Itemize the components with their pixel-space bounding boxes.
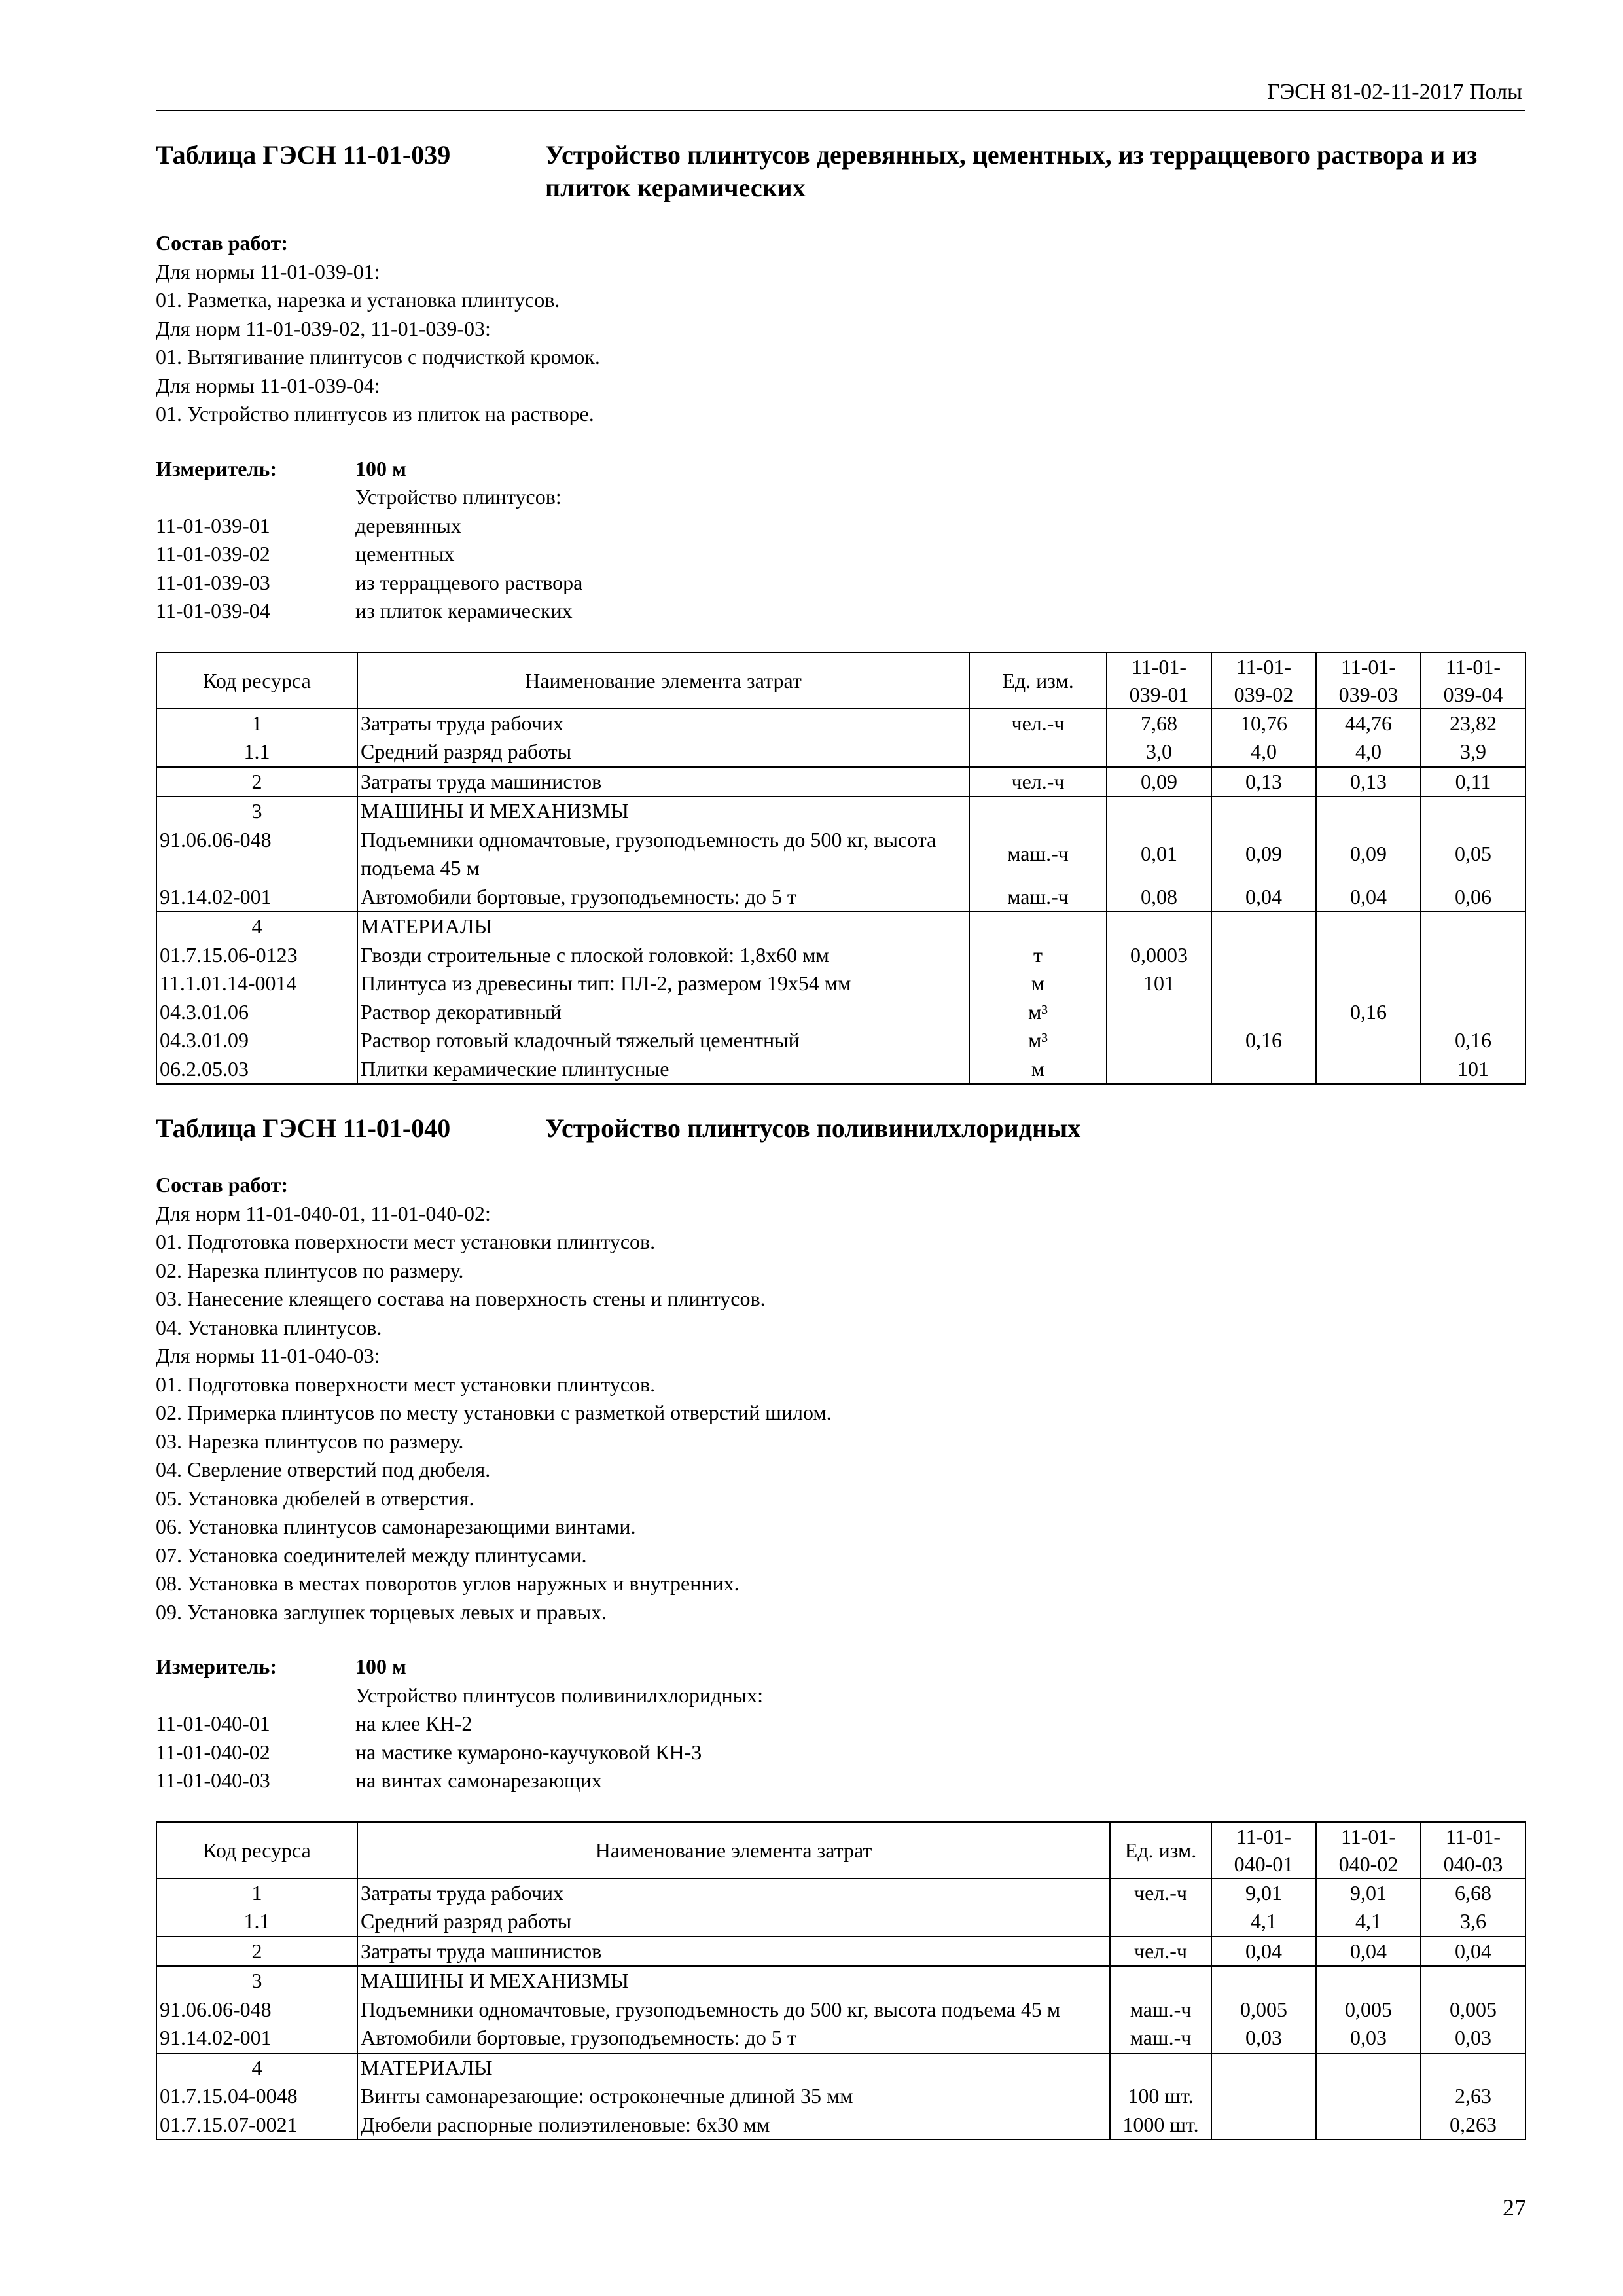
work-line: 03. Нанесение клеящего состава на поверхность стены и плинтусов. [156, 1287, 766, 1310]
cell-code: 04.3.01.06 [156, 998, 357, 1027]
cell-value: 101 [1421, 1055, 1525, 1085]
cell-value: 0,05 [1421, 826, 1525, 883]
cell-value: 0,005 [1211, 1996, 1316, 2024]
cell-unit: чел.-ч [969, 767, 1107, 797]
cell-code: 1.1 [156, 738, 357, 767]
col-header-norm-line: 11-01- [1236, 1824, 1292, 1848]
cell-value: 0,13 [1211, 767, 1316, 797]
table-039-name: Устройство плинтусов деревянных, цементных, из терраццевого раствора и из плиток керамических [545, 140, 1478, 202]
cell-value: 0,16 [1421, 1026, 1525, 1055]
work-line: 04. Установка плинтусов. [156, 1315, 382, 1339]
cell-value: 0,01 [1107, 826, 1211, 883]
norm-item [156, 1738, 1530, 1767]
work-line: 07. Установка соединителей между плинтусами. [156, 1543, 587, 1567]
cell-unit: маш.-ч [969, 826, 1107, 883]
cell-code: 4 [156, 912, 357, 941]
cell-value [1421, 1966, 1525, 1996]
table-040-name: Устройство плинтусов поливинилхлоридных [545, 1113, 1081, 1143]
work-line: 03. Нарезка плинтусов по размеру. [156, 1429, 464, 1453]
cell-unit: т [969, 941, 1107, 970]
norm-item [156, 597, 1530, 626]
cell-value [1107, 1026, 1211, 1055]
cell-value [1211, 2082, 1316, 2111]
cell-value: 4,0 [1316, 738, 1421, 767]
work-line: Для норм 11-01-039-02, 11-01-039-03: [156, 316, 491, 340]
cell-value: 9,01 [1316, 1878, 1421, 1908]
cell-value: 0,09 [1107, 767, 1211, 797]
table-row [156, 709, 1525, 738]
cell-name: Автомобили бортовые, грузоподъемность: до 5 т [357, 2024, 1110, 2053]
cell-value: 0,04 [1316, 1937, 1421, 1967]
norm-name: цементных [355, 542, 455, 565]
cell-value: 44,76 [1316, 709, 1421, 738]
cell-value [1421, 998, 1525, 1027]
page-header [156, 73, 1525, 111]
col-header-name: Наименование элемента затрат [357, 1822, 1110, 1878]
cell-name: МАТЕРИАЛЫ [357, 2053, 1110, 2083]
cell-value: 0,04 [1316, 883, 1421, 912]
cell-value [1211, 941, 1316, 970]
work-line: 01. Подготовка поверхности мест установки плинтусов. [156, 1372, 656, 1396]
table-row [156, 2082, 1525, 2111]
table-row [156, 998, 1525, 1027]
work-line: 02. Нарезка плинтусов по размеру. [156, 1258, 464, 1282]
cell-value [1316, 1026, 1421, 1055]
cell-code: 91.14.02-001 [156, 883, 357, 912]
cell-name: Дюбели распорные полиэтиленовые: 6х30 мм [357, 2111, 1110, 2140]
cell-value [1316, 2082, 1421, 2111]
cell-code: 01.7.15.04-0048 [156, 2082, 357, 2111]
cell-value: 0,04 [1211, 883, 1316, 912]
work-line: 01. Подготовка поверхности мест установки плинтусов. [156, 1230, 656, 1253]
norm-name: из плиток керамических [355, 599, 573, 622]
table-row [156, 1026, 1525, 1055]
cell-name: Автомобили бортовые, грузоподъемность: до 5 т [357, 883, 969, 912]
cell-unit: м³ [969, 998, 1107, 1027]
cell-value: 0,09 [1316, 826, 1421, 883]
table-row [156, 969, 1525, 998]
table-040-code: Таблица ГЭСН 11-01-040 [156, 1113, 451, 1143]
cell-code: 3 [156, 797, 357, 826]
cell-unit [969, 797, 1107, 826]
cell-value: 0,005 [1316, 1996, 1421, 2024]
table-row [156, 738, 1525, 767]
cell-value: 0,04 [1211, 1937, 1316, 1967]
table-row [156, 2053, 1525, 2083]
col-header-norm-line: 039-03 [1338, 682, 1399, 706]
cell-value: 0,06 [1421, 883, 1525, 912]
norm-code: 11-01-039-03 [156, 570, 270, 594]
table-039-code: Таблица ГЭСН 11-01-039 [156, 140, 451, 170]
cell-value [1211, 2111, 1316, 2140]
table-row [156, 767, 1525, 797]
cell-value: 4,1 [1316, 1907, 1421, 1937]
col-header-unit: Ед. изм. [969, 653, 1107, 709]
cell-value: 7,68 [1107, 709, 1211, 738]
cell-value: 3,6 [1421, 1907, 1525, 1937]
cell-value [1211, 969, 1316, 998]
norm-code: 11-01-040-02 [156, 1740, 270, 1764]
table-row [156, 1966, 1525, 1996]
cell-unit: чел.-ч [1110, 1878, 1211, 1908]
cell-unit: маш.-ч [1110, 2024, 1211, 2053]
resource-table-040 [156, 1821, 1526, 2141]
col-header-code: Код ресурса [156, 653, 357, 709]
cell-value [1316, 912, 1421, 941]
norm-item [156, 569, 1530, 598]
col-header-norm-line: 11-01- [1445, 655, 1501, 679]
col-header-norm [1316, 653, 1421, 709]
cell-value: 0,13 [1316, 767, 1421, 797]
cell-name: Плинтуса из древесины тип: ПЛ-2, размером 19х54 мм [357, 969, 969, 998]
cell-value [1316, 941, 1421, 970]
cell-code: 01.7.15.07-0021 [156, 2111, 357, 2140]
cell-value [1107, 1055, 1211, 1085]
norm-code: 11-01-039-01 [156, 513, 270, 537]
cell-value [1316, 1966, 1421, 1996]
cell-value: 0,08 [1107, 883, 1211, 912]
work-line: Для нормы 11-01-039-04: [156, 373, 380, 397]
col-header-norm-line: 11-01- [1236, 655, 1292, 679]
table-row [156, 1937, 1525, 1967]
work-line: Для норм 11-01-040-01, 11-01-040-02: [156, 1201, 491, 1225]
cell-value [1316, 969, 1421, 998]
work-lines-040 [156, 1200, 1530, 1627]
meter-caption: Устройство плинтусов поливинилхлоридных: [355, 1683, 763, 1707]
col-header-norm [1211, 653, 1316, 709]
work-line: 04. Сверление отверстий под дюбеля. [156, 1458, 491, 1481]
work-composition-label: Состав работ: [156, 231, 289, 255]
section-table-039 [156, 139, 1530, 1085]
cell-unit: 100 шт. [1110, 2082, 1211, 2111]
cell-value: 10,76 [1211, 709, 1316, 738]
cell-name: Средний разряд работы [357, 738, 969, 767]
cell-name: МАШИНЫ И МЕХАНИЗМЫ [357, 1966, 1110, 1996]
norm-name: деревянных [355, 513, 461, 537]
cell-name: Раствор готовый кладочный тяжелый цементный [357, 1026, 969, 1055]
cell-name: Подъемники одномачтовые, грузоподъемность до 500 кг, высота подъема 45 м [357, 1996, 1110, 2024]
norm-code: 11-01-040-03 [156, 1768, 270, 1792]
cell-value: 23,82 [1421, 709, 1525, 738]
norm-code: 11-01-039-02 [156, 542, 270, 565]
work-composition-label: Состав работ: [156, 1173, 289, 1196]
cell-name: Затраты труда рабочих [357, 1878, 1110, 1908]
col-header-norm-line: 040-03 [1443, 1852, 1503, 1876]
table-row [156, 826, 1525, 883]
col-header-norm-line: 11-01- [1131, 655, 1187, 679]
norm-name: на винтах самонарезающих [355, 1768, 602, 1792]
cell-code: 2 [156, 767, 357, 797]
cell-unit [1110, 1966, 1211, 1996]
norm-code: 11-01-040-01 [156, 1712, 270, 1735]
cell-value: 4,0 [1211, 738, 1316, 767]
cell-value [1316, 797, 1421, 826]
norm-item [156, 512, 1530, 541]
col-header-norm-line: 039-02 [1234, 682, 1294, 706]
norm-name: на клее КН-2 [355, 1712, 473, 1735]
cell-value [1211, 912, 1316, 941]
table-row [156, 2111, 1525, 2140]
cell-code: 91.14.02-001 [156, 2024, 357, 2053]
cell-unit [1110, 2053, 1211, 2083]
cell-value: 0,11 [1421, 767, 1525, 797]
cell-value [1107, 912, 1211, 941]
col-header-norm [1316, 1822, 1421, 1878]
cell-value [1211, 2053, 1316, 2083]
table-040-title [156, 1112, 1530, 1146]
table-row [156, 912, 1525, 941]
table-row [156, 1055, 1525, 1085]
cell-code: 04.3.01.09 [156, 1026, 357, 1055]
cell-value [1316, 2111, 1421, 2140]
col-header-norm-line: 11-01- [1445, 1824, 1501, 1848]
work-line: Для нормы 11-01-039-01: [156, 259, 380, 283]
cell-value: 0,16 [1316, 998, 1421, 1027]
cell-name: Плитки керамические плинтусные [357, 1055, 969, 1085]
table-row [156, 1878, 1525, 1908]
cell-unit: маш.-ч [1110, 1996, 1211, 2024]
cell-unit: м³ [969, 1026, 1107, 1055]
cell-value [1421, 912, 1525, 941]
meter-040 [156, 1653, 1530, 1795]
work-lines-039 [156, 258, 1530, 429]
col-header-norm [1211, 1822, 1316, 1878]
cell-value [1211, 998, 1316, 1027]
cell-code: 1.1 [156, 1907, 357, 1937]
cell-value: 101 [1107, 969, 1211, 998]
work-line: 01. Разметка, нарезка и установка плинтусов. [156, 288, 560, 312]
col-header-norm-line: 039-04 [1443, 682, 1503, 706]
cell-code: 06.2.05.03 [156, 1055, 357, 1085]
cell-unit: чел.-ч [969, 709, 1107, 738]
cell-unit [969, 738, 1107, 767]
cell-value [1316, 1055, 1421, 1085]
work-line: 01. Вытягивание плинтусов с подчисткой кромок. [156, 345, 600, 368]
cell-code: 91.06.06-048 [156, 826, 357, 883]
col-header-norm-line: 11-01- [1340, 1824, 1397, 1848]
cell-value [1107, 797, 1211, 826]
cell-unit [969, 912, 1107, 941]
cell-unit: чел.-ч [1110, 1937, 1211, 1967]
cell-name: МАТЕРИАЛЫ [357, 912, 969, 941]
norm-list-040 [156, 1710, 1530, 1795]
col-header-norm-line: 040-01 [1234, 1852, 1294, 1876]
norm-item [156, 540, 1530, 569]
cell-value: 2,63 [1421, 2082, 1525, 2111]
cell-name: Затраты труда машинистов [357, 767, 969, 797]
table-header-row [156, 653, 1525, 709]
cell-value: 4,1 [1211, 1907, 1316, 1937]
page-number: 27 [1503, 2195, 1526, 2221]
norm-code: 11-01-039-04 [156, 599, 270, 622]
cell-value: 0,16 [1211, 1026, 1316, 1055]
work-line: 01. Устройство плинтусов из плиток на растворе. [156, 402, 594, 425]
document-title: ГЭСН 81-02-11-2017 Полы [1267, 80, 1522, 104]
cell-value: 3,9 [1421, 738, 1525, 767]
cell-code: 1 [156, 709, 357, 738]
cell-value [1421, 969, 1525, 998]
col-header-norm-line: 040-02 [1338, 1852, 1399, 1876]
norm-name: из терраццевого раствора [355, 570, 583, 594]
table-row [156, 2024, 1525, 2053]
cell-value: 9,01 [1211, 1878, 1316, 1908]
cell-value [1421, 797, 1525, 826]
cell-code: 01.7.15.06-0123 [156, 941, 357, 970]
col-header-norm [1421, 1822, 1525, 1878]
meter-value: 100 м [355, 456, 406, 480]
meter-label: Измеритель: [156, 456, 277, 480]
cell-name: Затраты труда машинистов [357, 1937, 1110, 1967]
cell-name: Винты самонарезающие: остроконечные длиной 35 мм [357, 2082, 1110, 2111]
cell-value: 3,0 [1107, 738, 1211, 767]
work-line: 09. Установка заглушек торцевых левых и правых. [156, 1600, 607, 1624]
table-row [156, 941, 1525, 970]
cell-value: 0,04 [1421, 1937, 1525, 1967]
table-row [156, 1907, 1525, 1937]
cell-value: 0,03 [1316, 2024, 1421, 2053]
cell-name: Подъемники одномачтовые, грузоподъемность до 500 кг, высота подъема 45 м [357, 826, 969, 883]
cell-unit: 1000 шт. [1110, 2111, 1211, 2140]
cell-unit [1110, 1907, 1211, 1937]
cell-code: 1 [156, 1878, 357, 1908]
cell-value: 0,09 [1211, 826, 1316, 883]
cell-name: МАШИНЫ И МЕХАНИЗМЫ [357, 797, 969, 826]
norm-list-039 [156, 512, 1530, 626]
cell-unit: м [969, 1055, 1107, 1085]
table-row [156, 797, 1525, 826]
col-header-norm-line: 039-01 [1129, 682, 1189, 706]
cell-value [1211, 797, 1316, 826]
cell-value [1211, 1966, 1316, 1996]
cell-value [1421, 2053, 1525, 2083]
work-line: 02. Примерка плинтусов по месту установки с разметкой отверстий шилом. [156, 1401, 832, 1424]
norm-item [156, 1710, 1530, 1738]
resource-table-039 [156, 652, 1526, 1085]
col-header-unit: Ед. изм. [1110, 1822, 1211, 1878]
table-039-title [156, 139, 1530, 204]
cell-unit: маш.-ч [969, 883, 1107, 912]
table-row [156, 1996, 1525, 2024]
meter-value: 100 м [355, 1655, 406, 1678]
cell-value: 0,263 [1421, 2111, 1525, 2140]
cell-code: 2 [156, 1937, 357, 1967]
cell-value [1421, 941, 1525, 970]
cell-name: Средний разряд работы [357, 1907, 1110, 1937]
table-row [156, 883, 1525, 912]
cell-value: 0,0003 [1107, 941, 1211, 970]
cell-code: 91.06.06-048 [156, 1996, 357, 2024]
cell-value [1107, 998, 1211, 1027]
cell-value: 0,03 [1421, 2024, 1525, 2053]
meter-039 [156, 455, 1530, 626]
section-table-040 [156, 1112, 1530, 2140]
cell-code: 3 [156, 1966, 357, 1996]
cell-name: Гвозди строительные с плоской головкой: 1,8х60 мм [357, 941, 969, 970]
cell-value: 6,68 [1421, 1878, 1525, 1908]
col-header-norm [1421, 653, 1525, 709]
work-line: 08. Установка в местах поворотов углов наружных и внутренних. [156, 1571, 740, 1595]
cell-value: 0,03 [1211, 2024, 1316, 2053]
norm-name: на мастике кумароно-каучуковой КН-3 [355, 1740, 702, 1764]
meter-label: Измеритель: [156, 1655, 277, 1678]
work-line: 05. Установка дюбелей в отверстия. [156, 1486, 474, 1510]
col-header-code: Код ресурса [156, 1822, 357, 1878]
meter-caption: Устройство плинтусов: [355, 485, 562, 509]
cell-value [1211, 1055, 1316, 1085]
cell-unit: м [969, 969, 1107, 998]
cell-name: Раствор декоративный [357, 998, 969, 1027]
cell-value: 0,005 [1421, 1996, 1525, 2024]
cell-value [1316, 2053, 1421, 2083]
norm-item [156, 1767, 1530, 1795]
work-line: Для нормы 11-01-040-03: [156, 1344, 380, 1367]
col-header-norm [1107, 653, 1211, 709]
cell-code: 4 [156, 2053, 357, 2083]
work-line: 06. Установка плинтусов самонарезающими винтами. [156, 1515, 636, 1538]
work-composition-039 [156, 229, 1530, 429]
col-header-name: Наименование элемента затрат [357, 653, 969, 709]
cell-name: Затраты труда рабочих [357, 709, 969, 738]
col-header-norm-line: 11-01- [1340, 655, 1397, 679]
work-composition-040 [156, 1171, 1530, 1626]
cell-code: 11.1.01.14-0014 [156, 969, 357, 998]
table-header-row [156, 1822, 1525, 1878]
